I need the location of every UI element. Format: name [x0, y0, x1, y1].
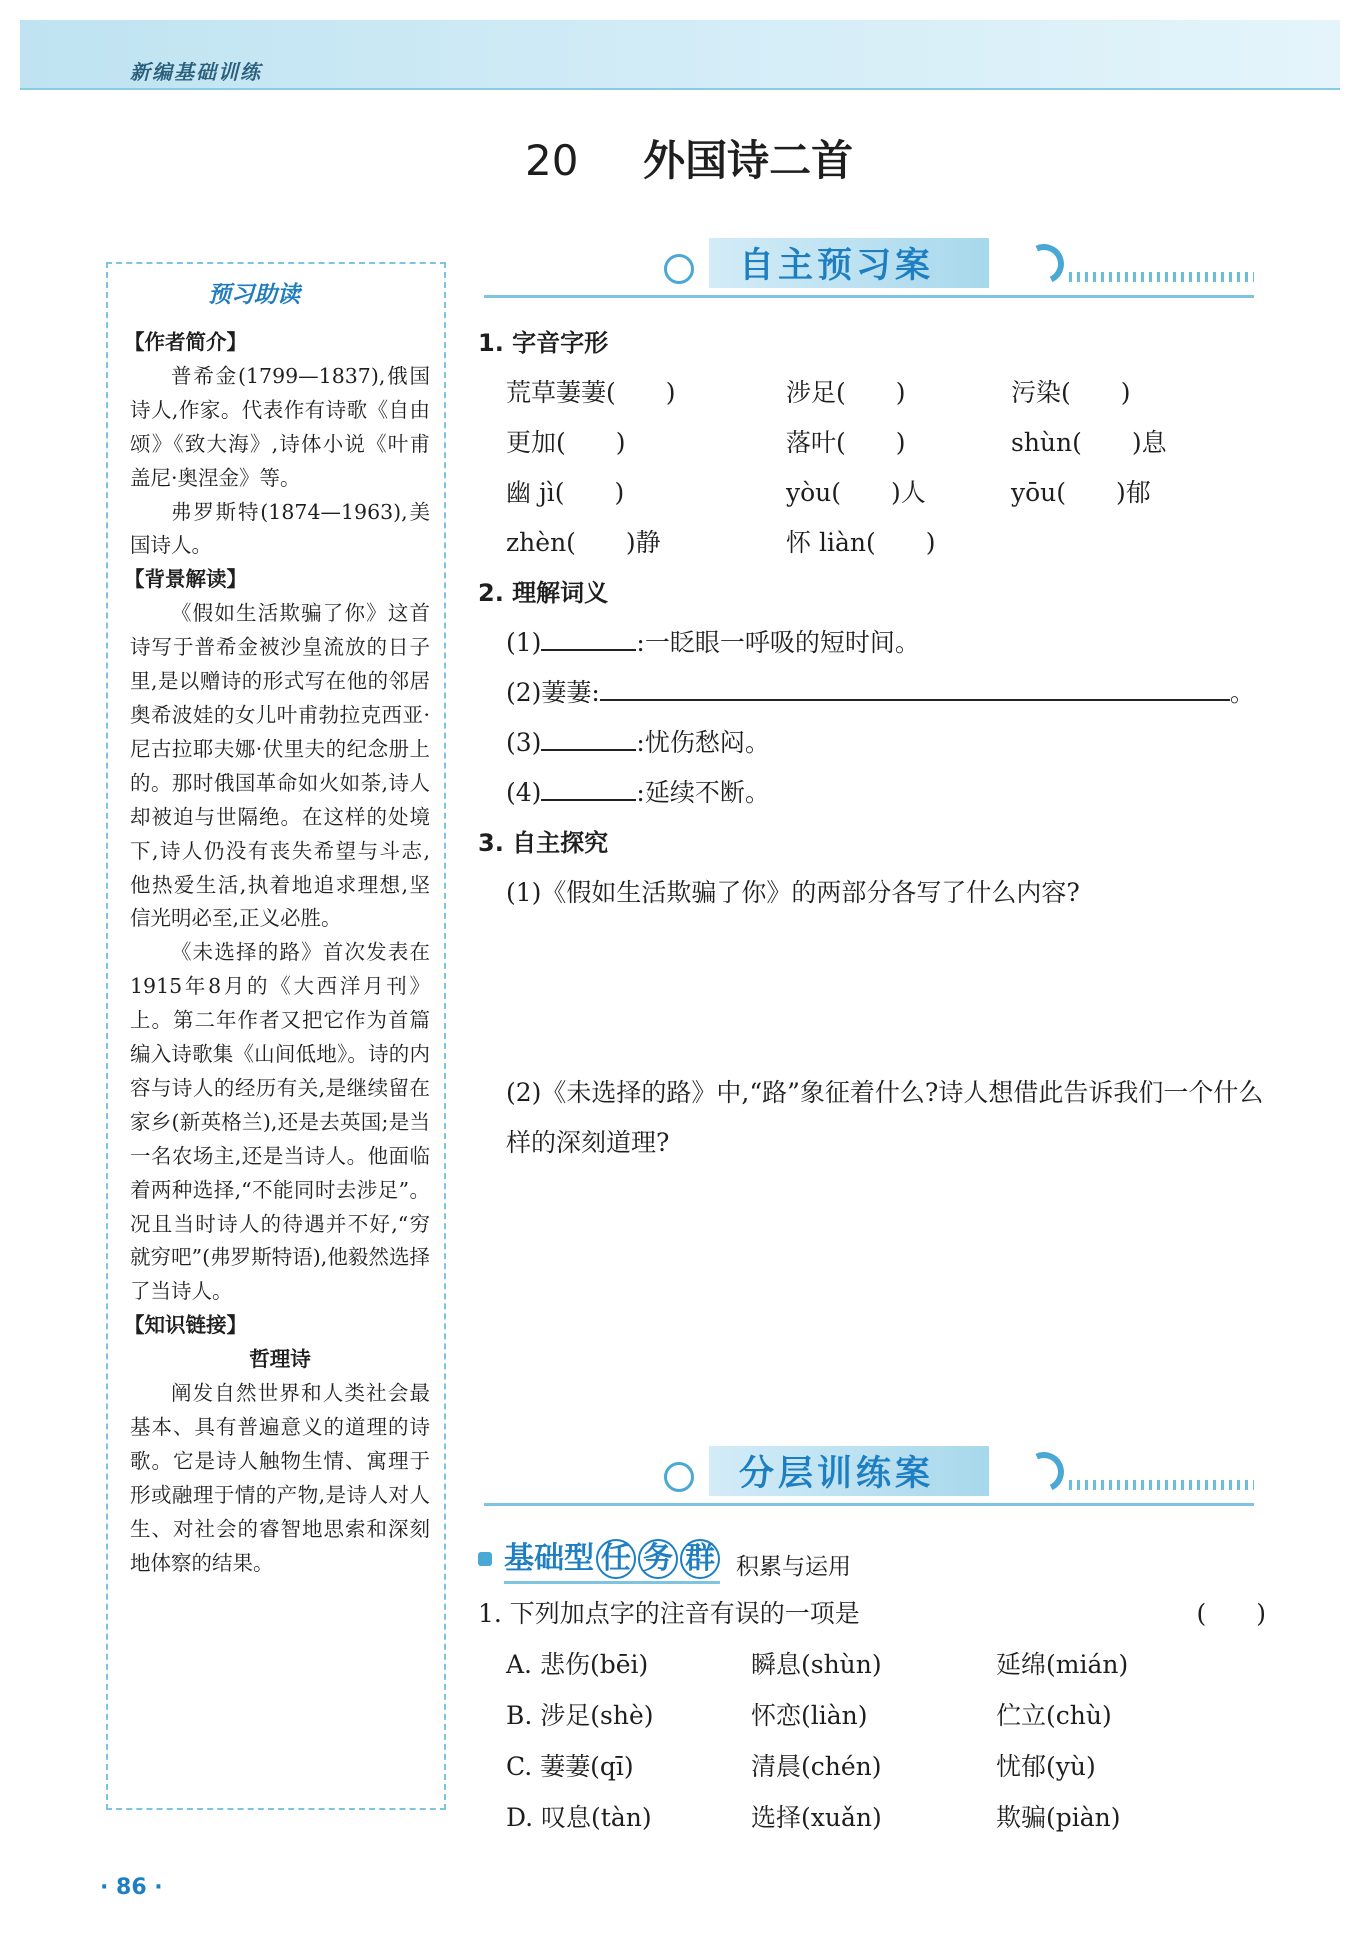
answer-blank[interactable] — [541, 723, 636, 751]
mc-option-b[interactable] — [478, 1690, 1278, 1741]
arc-icon — [1018, 238, 1069, 289]
banner-title: 分层训练案 — [739, 1454, 935, 1494]
item-text: :忧伤愁闷。 — [636, 728, 770, 757]
option-term: 欺骗(piàn) — [996, 1803, 1121, 1832]
page-number: · 86 · — [100, 1875, 163, 1900]
background-label: 【背景解读】 — [124, 567, 247, 592]
item-number: (4) — [506, 778, 542, 807]
link-label: 【知识链接】 — [124, 1313, 247, 1338]
answer-space[interactable] — [478, 918, 1278, 1068]
pinyin-cell: 落叶( ) — [786, 428, 906, 457]
pinyin-cell: 涉足( ) — [786, 378, 906, 407]
word-meaning-4 — [478, 768, 1278, 818]
pinyin-cell: 更加( ) — [506, 428, 626, 457]
arc-icon — [1018, 1446, 1069, 1497]
word-meaning-1 — [478, 618, 1278, 668]
section-banner-preview — [484, 238, 1254, 308]
item-number: (3) — [506, 728, 542, 757]
task-group-title — [504, 1533, 720, 1584]
banner-line — [484, 1503, 1254, 1506]
option-term: D. 叹息(tàn) — [506, 1803, 652, 1832]
pinyin-cell: shùn( )息 — [1011, 428, 1167, 457]
task-circle-char: 任 — [596, 1539, 636, 1579]
item-text: 。 — [1229, 678, 1255, 707]
mc-option-a[interactable] — [478, 1639, 1278, 1690]
answer-bracket[interactable]: ( ) — [1196, 1599, 1266, 1628]
pinyin-cell: 荒草萋萋( ) — [506, 378, 676, 407]
inquiry-2: (2)《未选择的路》中,“路”象征着什么?诗人想借此告诉我们一个什么样的深刻道理? — [506, 1078, 1264, 1157]
banner-line — [484, 295, 1254, 298]
pinyin-cell: zhèn( )静 — [506, 528, 661, 557]
option-term: B. 涉足(shè) — [506, 1701, 654, 1730]
pinyin-row — [478, 418, 1278, 468]
pinyin-row — [478, 368, 1278, 418]
sidebar-heading: 预习助读 — [208, 282, 300, 308]
pinyin-row — [478, 518, 1278, 568]
target-icon — [664, 254, 694, 284]
answer-blank[interactable] — [600, 673, 1230, 701]
option-term: A. 悲伤(bēi) — [506, 1650, 649, 1679]
task-group-heading — [478, 1533, 851, 1584]
dotted-decoration — [1069, 272, 1254, 282]
pinyin-row — [478, 468, 1278, 518]
option-term: 伫立(chù) — [996, 1701, 1112, 1730]
item-text: :延续不断。 — [636, 778, 770, 807]
question-2-heading: 2. 理解词义 — [478, 579, 609, 607]
author-paragraph-2: 弗罗斯特(1874—1963),美国诗人。 — [130, 499, 430, 558]
option-term: C. 萋萋(qī) — [506, 1752, 634, 1781]
series-title: 新编基础训练 — [130, 60, 262, 84]
link-paragraph: 阐发自然世界和人类社会最基本、具有普遍意义的道理的诗歌。它是诗人触物生情、寓理于形或融理于情的产物,是诗人对人生、对社会的睿智地思索和深刻地体察的结果。 — [130, 1381, 430, 1575]
background-paragraph-1: 《假如生活欺骗了你》这首诗写于普希金被沙皇流放的日子里,是以赠诗的形式写在他的邻居奥希波娃的女儿叶甫勃拉克西亚·尼古拉耶夫娜·伏里夫的纪念册上的。那时俄国革命如火如荼,诗人却被迫与世隔绝。在这样的处境下,诗人仍没有丧失希望与斗志,他热爱生活,执着地追求理想,坚信光明必至,正义必胜。 — [130, 601, 430, 931]
task-subtitle: 积累与运用 — [736, 1554, 851, 1580]
word-meaning-2 — [478, 668, 1278, 718]
lesson-number: 20 — [525, 136, 579, 185]
preview-sidebar — [106, 262, 446, 1810]
word-meaning-3 — [478, 718, 1278, 768]
target-icon — [664, 1462, 694, 1492]
pinyin-cell: yōu( )郁 — [1011, 478, 1151, 507]
task-prefix: 基础型 — [504, 1541, 594, 1576]
sidebar-body — [124, 326, 430, 1581]
item-number: (1) — [506, 628, 542, 657]
section-banner-practice — [484, 1446, 1254, 1516]
banner-title: 自主预习案 — [739, 246, 935, 286]
mc-question-line — [478, 1588, 1278, 1639]
dotted-decoration — [1069, 1480, 1254, 1490]
mc-option-d[interactable] — [478, 1792, 1278, 1843]
option-term: 延绵(mián) — [996, 1650, 1129, 1679]
author-label: 【作者简介】 — [124, 330, 247, 354]
dot-deco-icon — [478, 1552, 492, 1566]
pinyin-cell: yòu( )人 — [786, 478, 926, 507]
question-3-heading: 3. 自主探究 — [478, 829, 609, 857]
answer-blank[interactable] — [541, 623, 636, 651]
option-term: 怀恋(liàn) — [751, 1701, 868, 1730]
answer-blank[interactable] — [541, 773, 636, 801]
item-text: (2)萋萋: — [506, 678, 600, 707]
lesson-name: 外国诗二首 — [643, 136, 854, 185]
pinyin-cell: 幽 jì( ) — [506, 478, 625, 507]
link-title: 哲理诗 — [249, 1347, 311, 1372]
pinyin-cell: 怀 liàn( ) — [786, 528, 936, 557]
background-paragraph-2: 《未选择的路》首次发表在1915年8月的《大西洋月刊》上。第二年作者又把它作为首篇编入诗歌集《山间低地》。诗的内容与诗人的经历有关,是继续留在家乡(新英格兰),还是去英国;是当一名农场主,还是当诗人。他面临着两种选择,“不能同时去涉足”。况且当时诗人的待遇并不好,“穷就穷吧”(弗罗斯特语),他毅然选择了当诗人。 — [130, 940, 430, 1304]
option-term: 瞬息(shùn) — [751, 1650, 882, 1679]
lesson-title — [525, 128, 853, 188]
option-term: 忧郁(yù) — [996, 1752, 1096, 1781]
inquiry-1: (1)《假如生活欺骗了你》的两部分各写了什么内容? — [506, 878, 1080, 907]
question-1-heading: 1. 字音字形 — [478, 329, 609, 357]
option-term: 清晨(chén) — [751, 1752, 882, 1781]
task-circle-char: 群 — [680, 1539, 720, 1579]
question-1 — [478, 318, 1278, 1168]
mc-question-text: 1. 下列加点字的注音有误的一项是 — [478, 1599, 860, 1628]
mc-option-c[interactable] — [478, 1741, 1278, 1792]
task-circle-char: 务 — [638, 1539, 678, 1579]
item-text: :一眨眼一呼吸的短时间。 — [636, 628, 920, 657]
option-term: 选择(xuǎn) — [751, 1803, 882, 1832]
multiple-choice-question — [478, 1588, 1278, 1843]
pinyin-cell: 污染( ) — [1011, 378, 1131, 407]
author-paragraph-1: 普希金(1799—1837),俄国诗人,作家。代表作有诗歌《自由颂》《致大海》,诗体小说《叶甫盖尼·奥涅金》等。 — [130, 363, 430, 490]
